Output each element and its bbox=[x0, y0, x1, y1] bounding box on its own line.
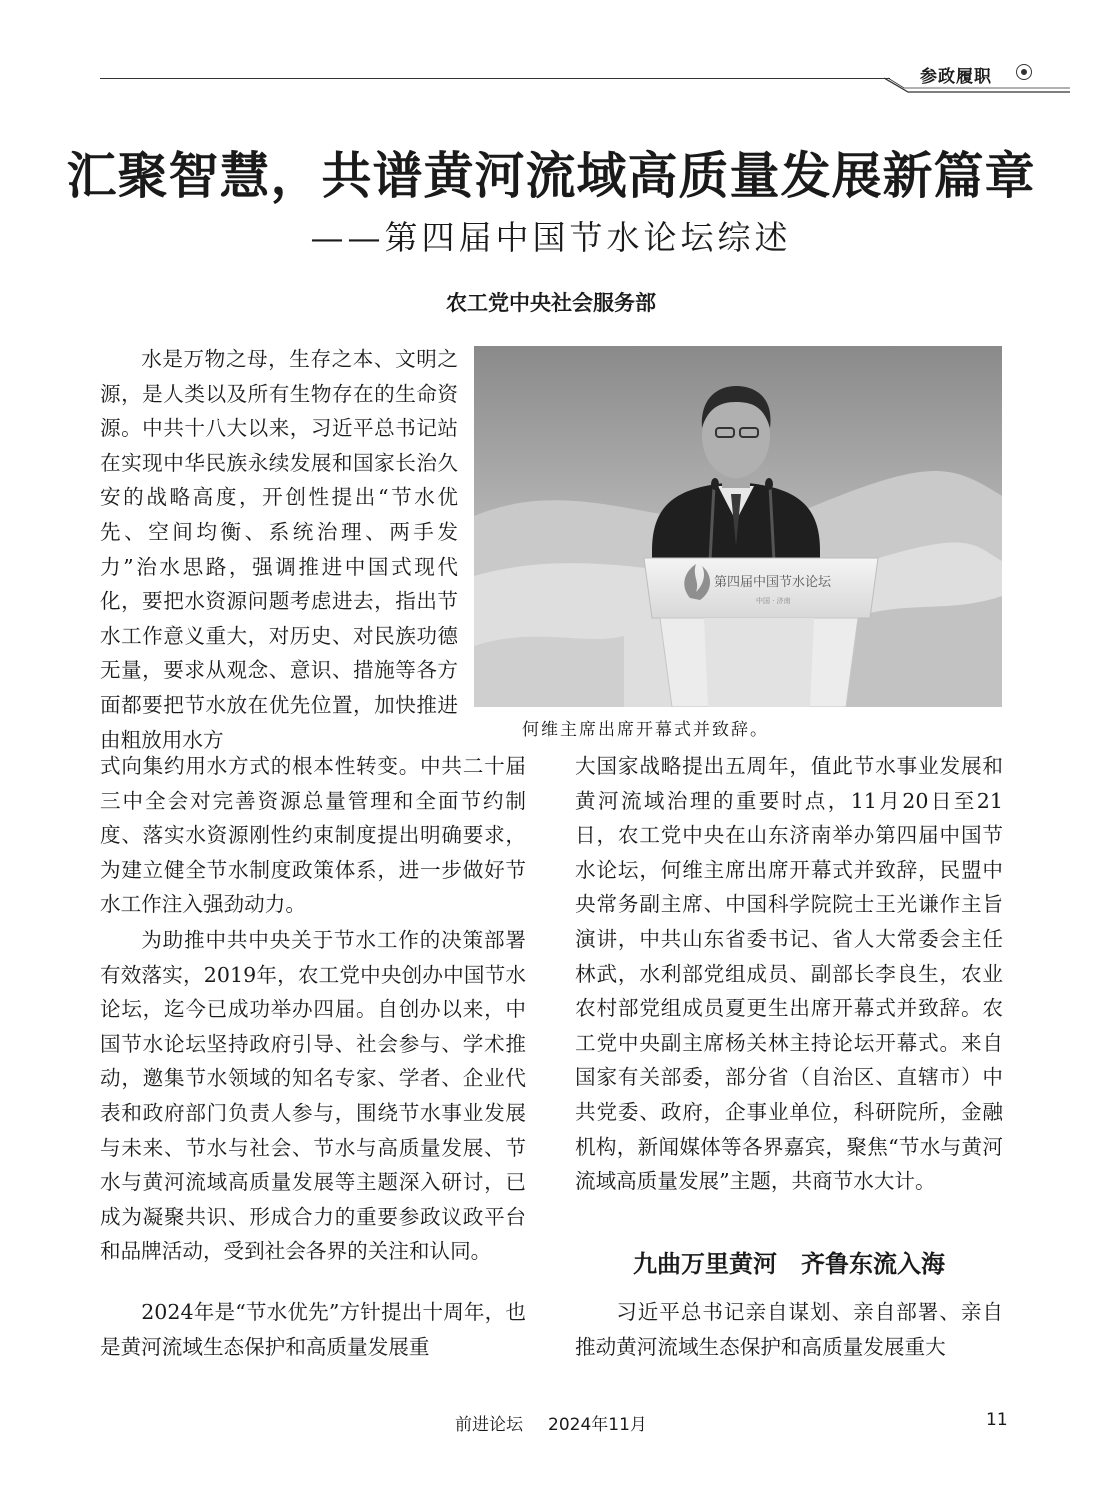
header-rule bbox=[100, 78, 890, 79]
podium-subtext: 中国 · 济南 bbox=[756, 597, 791, 605]
paragraph-1-narrow: 水是万物之母，生存之本、文明之源，是人类以及所有生物存在的生命资源。中共十八大以来，习近平总书记站在实现中华民族永续发展和国家长治久安的战略高度，开创性提出“节水优先、空间均衡、系统治理、两手发力”治水思路，强调推进中国式现代化，要把水资源问题考虑进去，指出节水工作意义重大，对历史、对民族功德无量，要求从观念、意识、措施等各方面都要把节水放在优先位置，加快推进由粗放用水方 bbox=[100, 347, 458, 752]
footer-date: 2024年11月 bbox=[548, 1415, 647, 1435]
podium-text: 第四届中国节水论坛 bbox=[714, 575, 832, 590]
article-title: 汇聚智慧，共谱黄河流域高质量发展新篇章 bbox=[66, 147, 1036, 205]
speaker-photo bbox=[474, 346, 1002, 707]
section-heading: 九曲万里黄河 齐鲁东流入海 bbox=[633, 1250, 945, 1278]
article-subtitle: ——第四届中国节水论坛综述 bbox=[310, 218, 792, 257]
page-number: 11 bbox=[986, 1410, 1008, 1430]
photo-caption: 何维主席出席开幕式并致辞。 bbox=[522, 720, 769, 740]
article-author: 农工党中央社会服务部 bbox=[446, 291, 656, 315]
paragraph-3-start: 2024年是“节水优先”方针提出十周年，也是黄河流域生态保护和高质量发展重 bbox=[100, 1300, 526, 1359]
paragraph-1-continued: 式向集约用水方式的根本性转变。中共二十届三中全会对完善资源总量管理和全面节约制度、落实水资源刚性约束制度提出明确要求，为建立健全节水制度政策体系，进一步做好节水工作注入强劲动力。 bbox=[100, 754, 526, 917]
section-label: 参政履职 bbox=[920, 67, 992, 87]
footer-journal: 前进论坛 bbox=[455, 1415, 523, 1435]
paragraph-2: 为助推中共中央关于节水工作的决策部署有效落实，2019年，农工党中央创办中国节水论坛，迄今已成功举办四届。自创办以来，中国节水论坛坚持政府引导、社会参与、学术推动，邀集节水领域的知名专家、学者、企业代表和政府部门负责人参与，围绕节水事业发展与未来、节水与社会、节水与高质量发展、节水与黄河流域高质量发展等主题深入研讨，已成为凝聚共识、形成合力的重要参政议政平台和品牌活动，受到社会各界的关注和认同。 bbox=[100, 928, 526, 1264]
paragraph-3-continued: 大国家战略提出五周年，值此节水事业发展和黄河流域治理的重要时点，11月20日至21日，农工党中央在山东济南举办第四届中国节水论坛，何维主席出席开幕式并致辞，民盟中央常务副主席、中国科学院院士王光谦作主旨演讲，中共山东省委书记、省人大常委会主任林武，水利部党组成员、副部长李良生，农业农村部党组成员夏更生出席开幕式并致辞。农工党中央副主席杨关林主持论坛开幕式。来自国家有关部委，部分省（自治区、直辖市）中共党委、政府，企事业单位，科研院所，金融机构，新闻媒体等各界嘉宾，聚焦“节水与黄河流域高质量发展”主题，共商节水大计。 bbox=[575, 754, 1003, 1194]
paragraph-4: 习近平总书记亲自谋划、亲自部署、亲自推动黄河流域生态保护和高质量发展重大 bbox=[575, 1300, 1003, 1359]
bullseye-icon bbox=[1016, 64, 1032, 80]
